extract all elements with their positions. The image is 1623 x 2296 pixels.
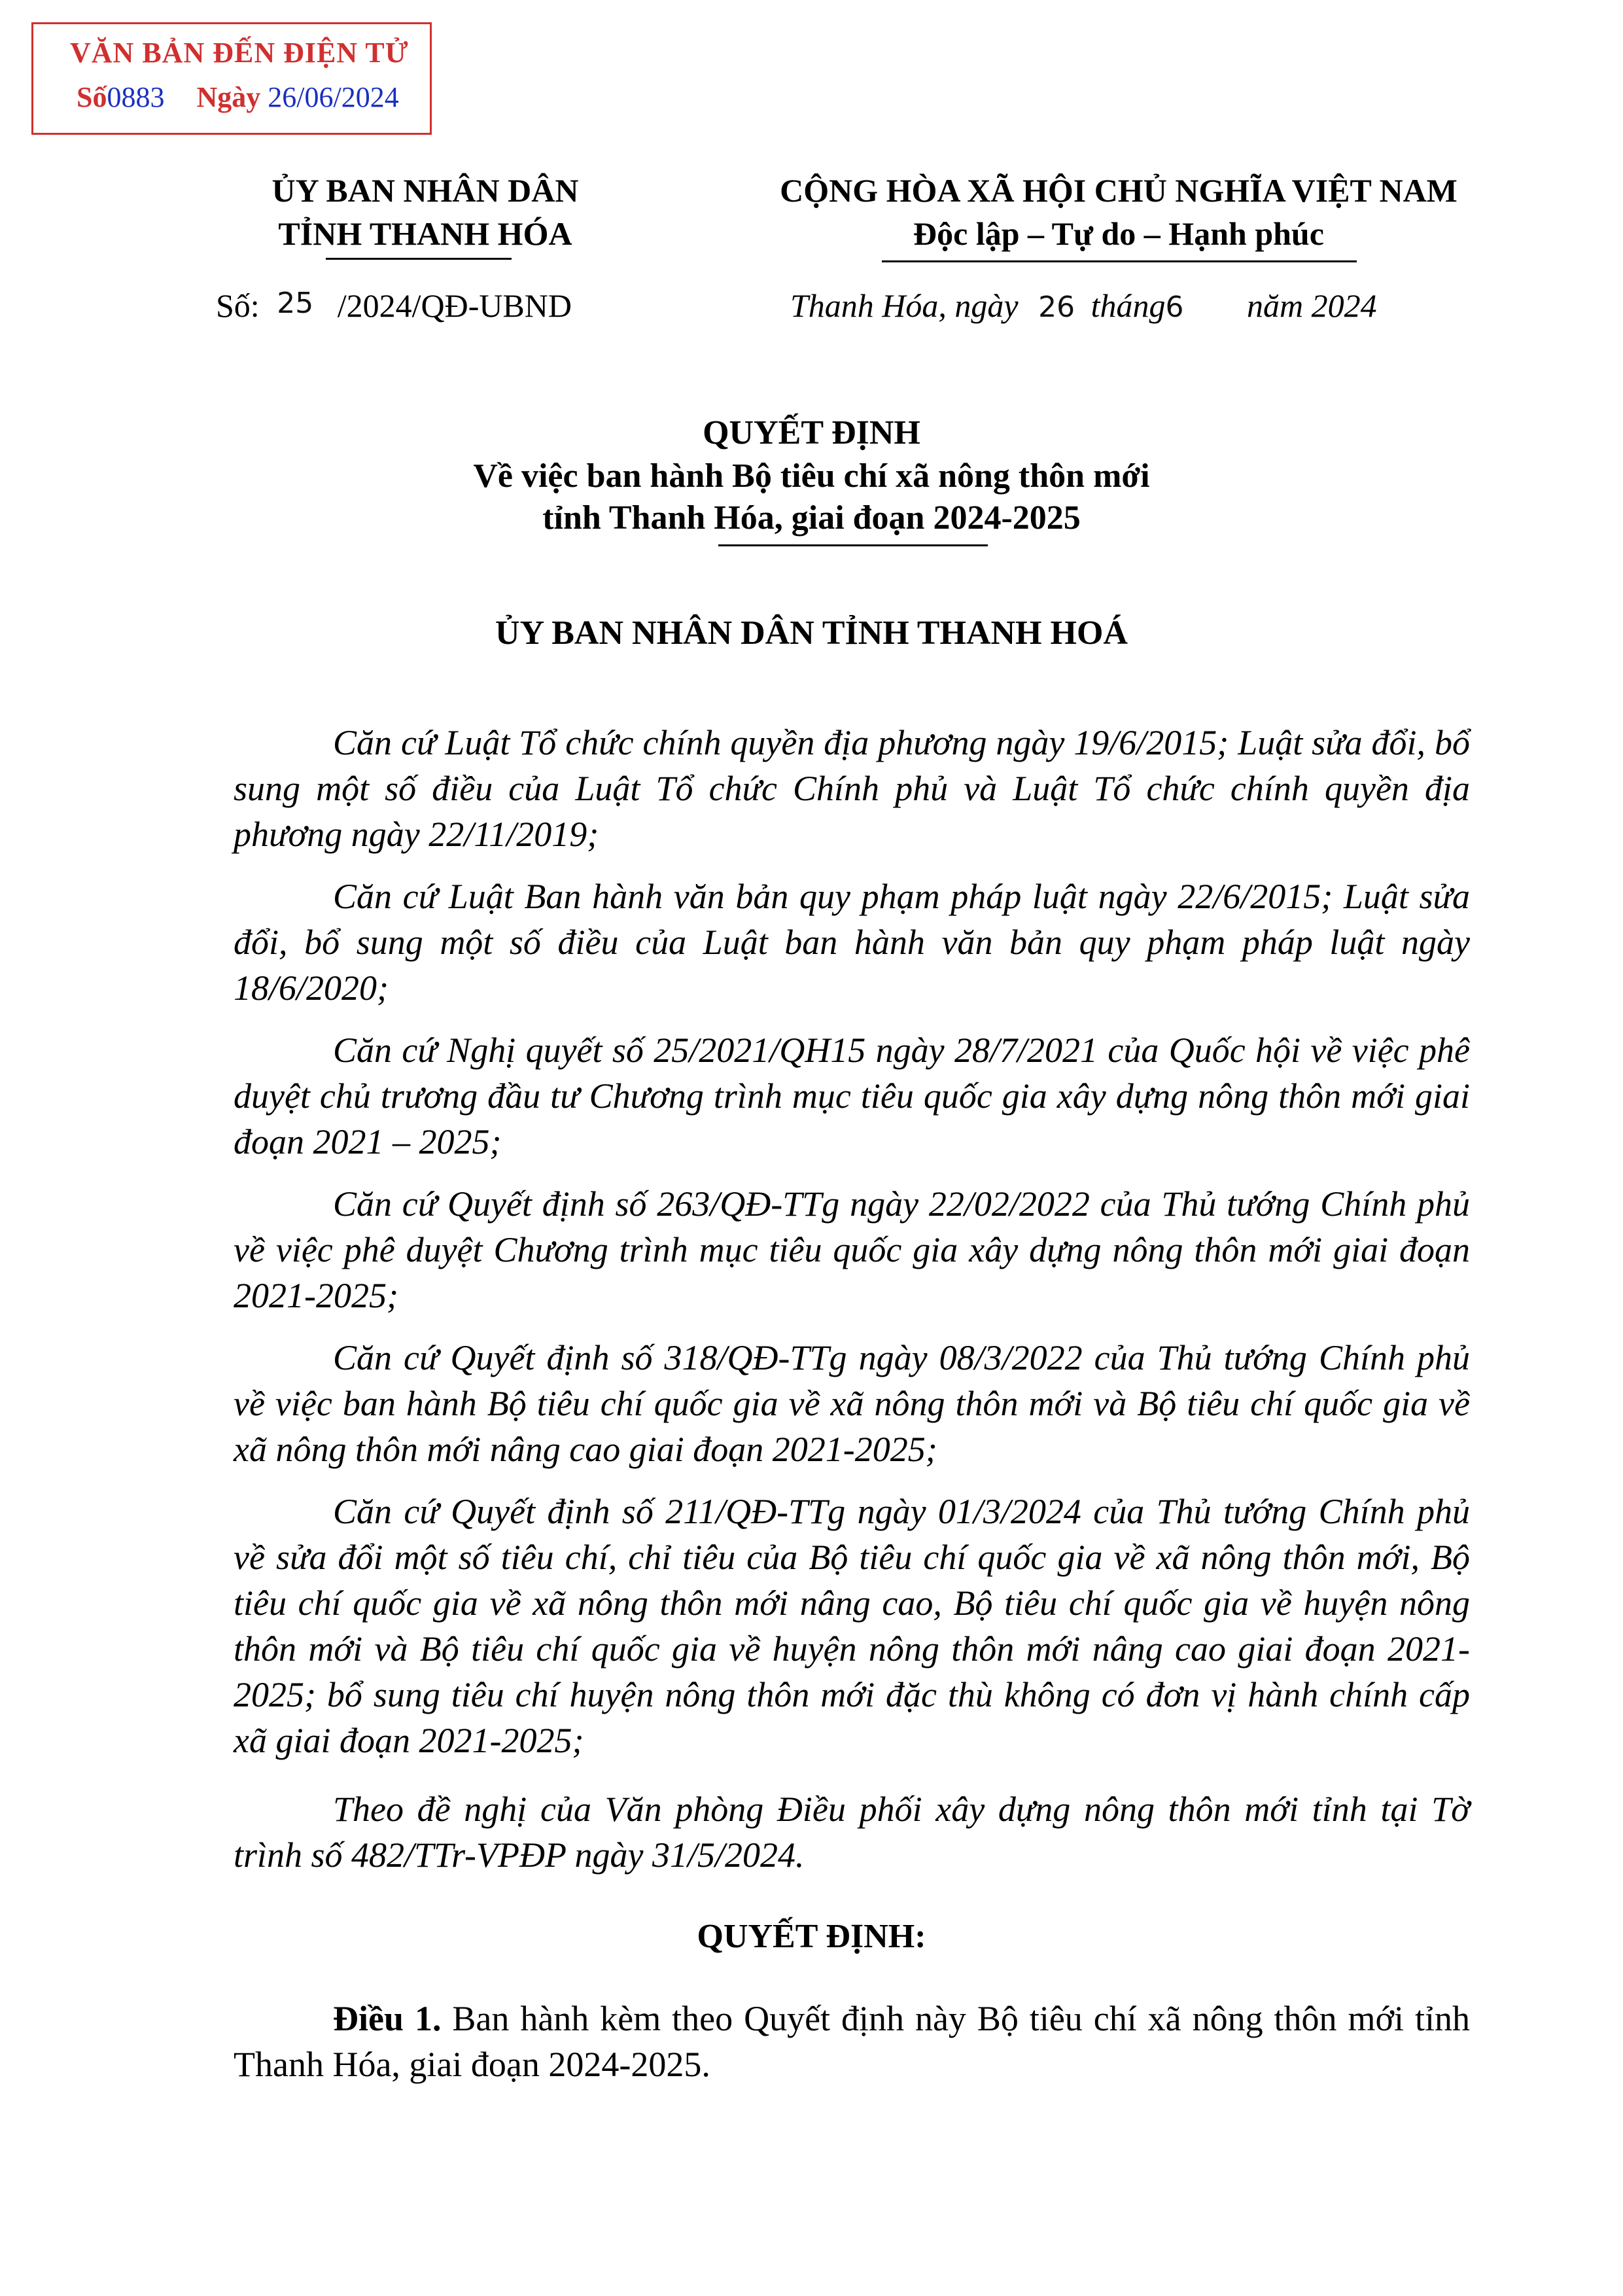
article-1-text: Ban hành kèm theo Quyết định này Bộ tiêu chí xã nông thôn mới tỉnh Thanh Hóa, giai đoạn 2024-2025. <box>234 1999 1471 2084</box>
date-month: 6 <box>1165 291 1184 324</box>
date-day: 26 <box>1038 291 1075 324</box>
article-1-label: Điều 1. <box>333 1999 442 2038</box>
date-month-label: tháng <box>1091 287 1166 324</box>
stamp-date-value: 26/06/2024 <box>268 81 399 113</box>
nation-line2: Độc lập – Tự do – Hạnh phúc <box>913 215 1324 252</box>
date-place: Thanh Hóa, ngày <box>790 287 1019 324</box>
subject-line1: Về việc ban hành Bộ tiêu chí xã nông thôn mới <box>473 457 1150 495</box>
article-1 <box>234 1996 1470 2087</box>
authority-heading: ỦY BAN NHÂN DÂN TỈNH THANH HOÁ <box>495 614 1128 652</box>
stamp-date-label: Ngày <box>196 81 261 113</box>
nation-line1: CỘNG HÒA XÃ HỘI CHỦ NGHĨA VIỆT NAM <box>780 172 1457 209</box>
motto-underline <box>882 260 1357 262</box>
proposal-basis: Theo đề nghị của Văn phòng Điều phối xây dựng nông thôn mới tỉnh tại Tờ trình số 482/TTr-VPĐP ngày 31/5/2024. <box>234 1790 1470 1875</box>
legal-basis-3: Căn cứ Nghị quyết số 25/2021/QH15 ngày 28/7/2021 của Quốc hội về việc phê duyệt chủ trương đầu tư Chương trình mục tiêu quốc gia xây dựng nông thôn mới giai đoạn 2021 – 2025; <box>234 1031 1470 1161</box>
legal-basis-2: Căn cứ Luật Ban hành văn bản quy phạm pháp luật ngày 22/6/2015; Luật sửa đổi, bổ sung một số điều của Luật ban hành văn bản quy phạm pháp luật ngày 18/6/2020; <box>234 877 1470 1008</box>
number-suffix: /2024/QĐ-UBND <box>337 287 572 324</box>
document-type: QUYẾT ĐỊNH <box>703 414 920 451</box>
number-prefix: Số: <box>216 287 260 324</box>
subject-line2: tỉnh Thanh Hóa, giai đoạn 2024-2025 <box>542 499 1081 537</box>
incoming-document-stamp <box>31 22 432 135</box>
stamp-title: VĂN BẢN ĐẾN ĐIỆN TỬ <box>70 37 409 69</box>
stamp-number-date <box>77 80 399 114</box>
decision-heading: QUYẾT ĐỊNH: <box>697 1918 926 1955</box>
legal-basis-4: Căn cứ Quyết định số 263/QĐ-TTg ngày 22/02/2022 của Thủ tướng Chính phủ về việc phê duyệt Chương trình mục tiêu quốc gia xây dựng nông thôn mới giai đoạn 2021-2025; <box>234 1184 1470 1315</box>
legal-basis-6: Căn cứ Quyết định số 211/QĐ-TTg ngày 01/3/2024 của Thủ tướng Chính phủ về sửa đổi một số tiêu chí, chỉ tiêu của Bộ tiêu chí quốc gia về xã nông thôn mới, Bộ tiêu chí quốc gia về xã nông thôn mới nâng cao, Bộ tiêu chí quốc gia về huyện nông thôn mới và Bộ tiêu chí quốc gia về huyện nông thôn mới nâng cao giai đoạn 2021-2025; bổ sung tiêu chí huyện nông thôn mới đặc thù không có đơn vị hành chính cấp xã giai đoạn 2021-2025; <box>234 1492 1470 1760</box>
legal-basis-1: Căn cứ Luật Tổ chức chính quyền địa phương ngày 19/6/2015; Luật sửa đổi, bổ sung một số điều của Luật Tổ chức Chính phủ và Luật Tổ chức chính quyền địa phương ngày 22/11/2019; <box>234 723 1470 854</box>
date-year: năm 2024 <box>1247 287 1377 324</box>
org-underline <box>326 258 512 260</box>
org-line1: ỦY BAN NHÂN DÂN <box>271 172 579 209</box>
document-number <box>216 287 572 325</box>
stamp-number-value: 0883 <box>107 81 165 113</box>
legal-basis-5: Căn cứ Quyết định số 318/QĐ-TTg ngày 08/3/2022 của Thủ tướng Chính phủ về việc ban hành Bộ tiêu chí quốc gia về xã nông thôn mới và Bộ tiêu chí quốc gia về xã nông thôn mới nâng cao giai đoạn 2021-2025; <box>234 1338 1470 1469</box>
number-handwritten: 25 <box>277 287 314 320</box>
org-line2: TỈNH THANH HÓA <box>278 215 572 252</box>
title-underline <box>718 544 988 546</box>
document-date <box>790 287 1377 325</box>
stamp-number-label: Số <box>77 81 107 113</box>
